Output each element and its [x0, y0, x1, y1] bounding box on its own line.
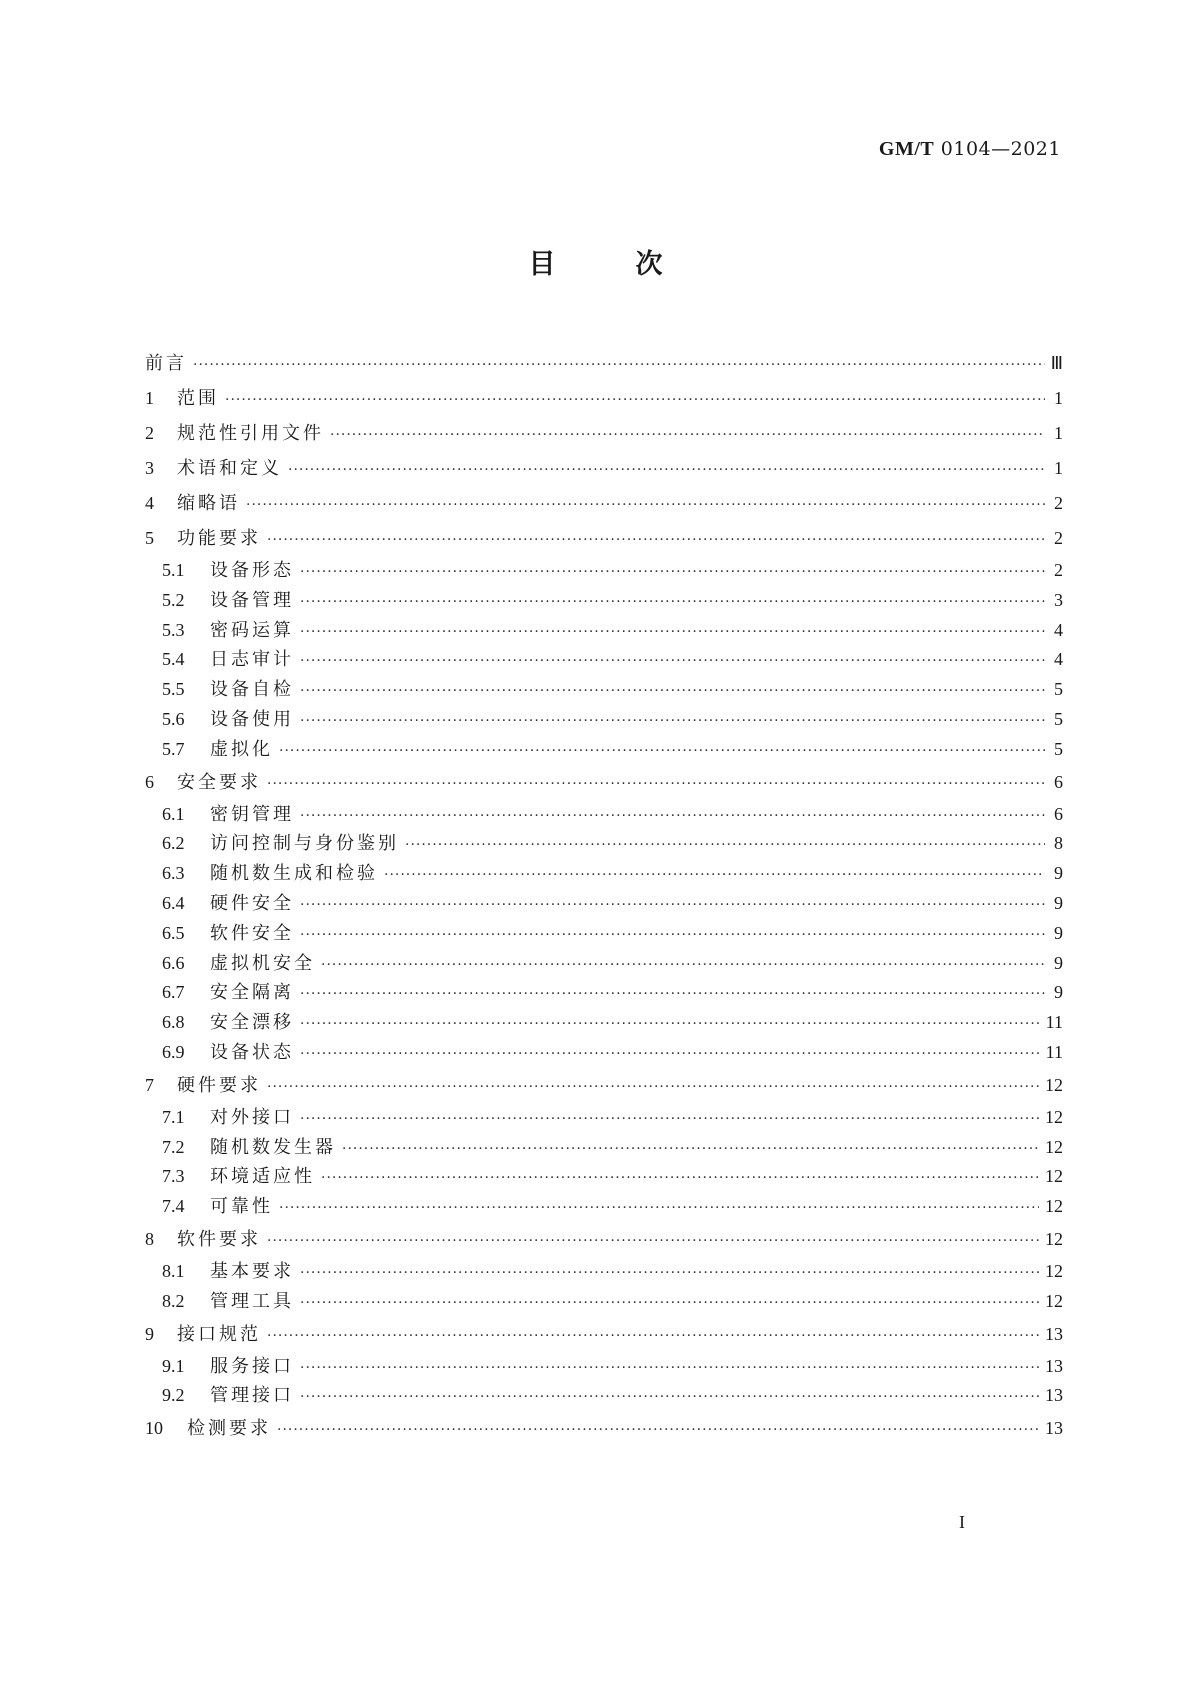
toc-entry-page: 1: [1054, 458, 1063, 478]
toc-entry-number: 6.7: [162, 982, 185, 1003]
toc-entry[interactable]: [145, 1162, 1063, 1192]
toc-entry-number: 6.8: [162, 1012, 185, 1033]
toc-leader-dots: [300, 980, 1045, 1008]
toc-entry-page: 12: [1045, 1196, 1063, 1217]
toc-leader-dots: [277, 1413, 1039, 1446]
toc-leader-dots: [330, 418, 1045, 451]
toc-entry-title: 检测要求: [187, 1418, 271, 1440]
toc-entry-page: 4: [1054, 649, 1063, 670]
toc-entry-page: 6: [1054, 803, 1063, 824]
toc-leader-dots: [279, 737, 1045, 765]
toc-entry-title: 缩略语: [177, 493, 240, 514]
toc-entry-title: 日志审计: [210, 649, 294, 671]
toc-leader-dots: [300, 891, 1045, 919]
toc-entry-page: 8: [1054, 833, 1063, 854]
toc-entry-number: 5: [145, 528, 154, 548]
toc-entry-page: 4: [1054, 619, 1063, 640]
toc-entry[interactable]: [145, 1068, 1063, 1103]
toc-entry-title: 设备使用: [210, 708, 294, 730]
toc-entry[interactable]: [145, 949, 1063, 979]
toc-entry-page: 13: [1045, 1385, 1063, 1406]
toc-entry-number: 5.5: [162, 679, 185, 700]
toc-leader-dots: [321, 1164, 1039, 1192]
toc-entry[interactable]: [145, 1008, 1063, 1038]
toc-leader-dots: [300, 1289, 1039, 1317]
toc-entry[interactable]: [145, 416, 1063, 451]
toc-leader-dots: [267, 1224, 1039, 1257]
toc-entry-page: 1: [1054, 388, 1063, 408]
toc-entry[interactable]: [145, 978, 1063, 1008]
toc-entry[interactable]: [145, 556, 1063, 586]
toc-entry-page: 9: [1054, 892, 1063, 913]
toc-entry-number: 8.2: [162, 1290, 185, 1311]
toc-entry[interactable]: [145, 919, 1063, 949]
toc-entry-number: 9.1: [162, 1355, 185, 1376]
toc-entry-title: 对外接口: [210, 1106, 294, 1128]
toc-entry-number: 7.1: [162, 1106, 185, 1127]
toc-entry-number: 10: [145, 1418, 163, 1439]
toc-entry[interactable]: [145, 1287, 1063, 1317]
toc-entry-number: 2: [145, 423, 154, 443]
title-char-2: 次: [635, 249, 663, 280]
toc-entry-number: 9: [145, 1323, 154, 1344]
toc-entry[interactable]: [145, 1038, 1063, 1068]
toc-leader-dots: [267, 523, 1045, 556]
toc-entry-page: 12: [1045, 1106, 1063, 1127]
toc-entry-title: 安全隔离: [210, 982, 294, 1004]
toc-entry[interactable]: [145, 451, 1063, 486]
toc-entry-page: 11: [1045, 1012, 1063, 1033]
toc-entry-page: 1: [1054, 423, 1063, 443]
toc-entry[interactable]: [145, 859, 1063, 889]
toc-entry-title: 访问控制与身份鉴别: [210, 833, 399, 855]
toc-entry[interactable]: [145, 486, 1063, 521]
toc-leader-dots: [300, 588, 1045, 616]
standard-prefix: GM/T: [878, 138, 935, 160]
toc-entry-title: 密码运算: [210, 619, 294, 641]
page-number: I: [959, 1512, 965, 1532]
toc-entry-number: 6.4: [162, 892, 185, 913]
toc-entry-title: 接口规范: [177, 1323, 261, 1345]
toc-entry-page: 9: [1054, 863, 1063, 884]
toc-entry[interactable]: [145, 1257, 1063, 1287]
toc-entry-number: 6.2: [162, 833, 185, 854]
toc-leader-dots: [193, 348, 1045, 381]
toc-entry[interactable]: [145, 735, 1063, 765]
toc-entry[interactable]: [145, 889, 1063, 919]
toc-leader-dots: [225, 383, 1045, 416]
toc-entry-title: 设备管理: [210, 589, 294, 611]
title-char-1: 目: [528, 249, 556, 280]
toc-entry-number: 8.1: [162, 1260, 185, 1281]
toc-entry-number: 5.4: [162, 649, 185, 670]
toc-entry-title: 设备自检: [210, 679, 294, 701]
toc-leader-dots: [300, 618, 1045, 646]
toc-entry-title: 安全漂移: [210, 1012, 294, 1034]
toc-entry-number: 5.2: [162, 589, 185, 610]
toc-leader-dots: [300, 921, 1045, 949]
toc-entry[interactable]: [145, 616, 1063, 646]
toc-entry-title: 范围: [177, 388, 219, 409]
table-of-contents: [145, 346, 1063, 1446]
toc-leader-dots: [300, 1383, 1039, 1411]
toc-leader-dots: [288, 453, 1045, 486]
toc-entry-number: 7.4: [162, 1196, 185, 1217]
page-title: [0, 242, 1191, 281]
toc-entry-page: 12: [1045, 1290, 1063, 1311]
toc-entry[interactable]: [145, 765, 1063, 800]
toc-entry-number: 5.6: [162, 708, 185, 729]
toc-entry-number: 1: [145, 388, 154, 408]
toc-entry-page: 9: [1054, 952, 1063, 973]
toc-entry[interactable]: [145, 705, 1063, 735]
toc-entry-title: 软件安全: [210, 922, 294, 944]
toc-entry-page: 12: [1045, 1260, 1063, 1281]
toc-entry-number: 6.5: [162, 922, 185, 943]
toc-entry-page: 9: [1054, 922, 1063, 943]
toc-entry-page: 5: [1054, 708, 1063, 729]
toc-entry[interactable]: [145, 1192, 1063, 1222]
toc-entry-page: 5: [1054, 738, 1063, 759]
toc-entry-page: 9: [1054, 982, 1063, 1003]
toc-leader-dots: [405, 831, 1045, 859]
toc-leader-dots: [321, 951, 1045, 979]
toc-entry-page: 2: [1054, 528, 1063, 548]
toc-leader-dots: [300, 1354, 1039, 1382]
toc-entry-title: 硬件要求: [177, 1074, 261, 1096]
toc-entry[interactable]: [145, 381, 1063, 416]
toc-entry[interactable]: [145, 1222, 1063, 1257]
toc-entry-number: 7.3: [162, 1166, 185, 1187]
toc-entry-title: 软件要求: [177, 1228, 261, 1250]
toc-entry-page: 12: [1045, 1166, 1063, 1187]
toc-entry[interactable]: [145, 800, 1063, 830]
toc-entry[interactable]: [145, 1133, 1063, 1163]
toc-entry-page: 2: [1054, 560, 1063, 580]
toc-entry[interactable]: [145, 1317, 1063, 1352]
toc-leader-dots: [342, 1135, 1039, 1163]
toc-leader-dots: [300, 802, 1045, 830]
toc-entry-title: 虚拟化: [210, 738, 273, 760]
toc-leader-dots: [300, 1010, 1040, 1038]
toc-leader-dots: [246, 488, 1045, 521]
toc-entry-number: 5.7: [162, 738, 185, 759]
toc-entry[interactable]: [145, 675, 1063, 705]
toc-entry-title: 管理接口: [210, 1385, 294, 1407]
toc-entry-title: 环境适应性: [210, 1166, 315, 1188]
toc-leader-dots: [267, 1319, 1039, 1352]
toc-leader-dots: [300, 1259, 1039, 1287]
toc-entry-page: 5: [1054, 679, 1063, 700]
toc-entry-number: 8: [145, 1228, 154, 1249]
toc-entry[interactable]: [145, 1411, 1063, 1446]
toc-entry-number: 7: [145, 1074, 154, 1095]
toc-entry-title: 规范性引用文件: [177, 423, 324, 444]
toc-entry[interactable]: [145, 829, 1063, 859]
toc-entry-page: 13: [1045, 1355, 1063, 1376]
toc-entry-number: 7.2: [162, 1136, 185, 1157]
toc-entry-title: 随机数生成和检验: [210, 863, 378, 885]
toc-leader-dots: [300, 647, 1045, 675]
toc-entry[interactable]: [145, 1381, 1063, 1411]
toc-entry-title: 设备状态: [210, 1041, 294, 1063]
toc-entry-number: 6.9: [162, 1041, 185, 1062]
toc-entry[interactable]: [145, 645, 1063, 675]
toc-entry-page: 13: [1045, 1323, 1063, 1344]
toc-entry-page: 12: [1045, 1074, 1063, 1095]
toc-entry-number: 6.1: [162, 803, 185, 824]
toc-entry[interactable]: [145, 586, 1063, 616]
standard-code: 0104—2021: [940, 138, 1061, 160]
toc-entry[interactable]: [145, 1352, 1063, 1382]
toc-entry-number: 6.6: [162, 952, 185, 973]
toc-entry-title: 功能要求: [177, 528, 261, 549]
toc-leader-dots: [279, 1194, 1039, 1222]
toc-entry-number: 5.1: [162, 560, 185, 580]
toc-entry[interactable]: [145, 1103, 1063, 1133]
toc-entry-page: 2: [1054, 493, 1063, 513]
toc-entry-title: 基本要求: [210, 1260, 294, 1282]
toc-entry-number: 6: [145, 771, 154, 792]
toc-entry-title: 密钥管理: [210, 803, 294, 825]
toc-entry-number: 3: [145, 458, 154, 478]
toc-leader-dots: [384, 861, 1045, 889]
toc-entry-page: 13: [1045, 1418, 1063, 1439]
toc-entry-title: 硬件安全: [210, 892, 294, 914]
toc-entry-number: 9.2: [162, 1385, 185, 1406]
toc-entry-title: 前言: [145, 353, 187, 374]
toc-entry-title: 服务接口: [210, 1355, 294, 1377]
toc-leader-dots: [267, 1070, 1039, 1103]
toc-entry-number: 5.3: [162, 619, 185, 640]
standard-number: [879, 138, 1061, 161]
toc-entry[interactable]: [145, 521, 1063, 556]
toc-entry-number: 4: [145, 493, 154, 513]
toc-leader-dots: [300, 1040, 1040, 1068]
toc-leader-dots: [300, 1105, 1039, 1133]
toc-entry-page: 12: [1045, 1136, 1063, 1157]
toc-entry-title: 管理工具: [210, 1290, 294, 1312]
toc-entry[interactable]: [145, 346, 1063, 381]
toc-entry-page: 11: [1045, 1041, 1063, 1062]
toc-entry-page: 3: [1054, 589, 1063, 610]
toc-entry-page: 12: [1045, 1228, 1063, 1249]
toc-leader-dots: [300, 558, 1045, 586]
toc-entry-title: 可靠性: [210, 1196, 273, 1218]
toc-entry-title: 安全要求: [177, 771, 261, 793]
toc-entry-title: 随机数发生器: [210, 1136, 336, 1158]
toc-leader-dots: [300, 707, 1045, 735]
toc-entry-page: 6: [1054, 771, 1063, 792]
toc-entry-page: Ⅲ: [1050, 353, 1063, 373]
toc-entry-title: 设备形态: [210, 560, 294, 581]
toc-leader-dots: [300, 677, 1045, 705]
toc-entry-number: 6.3: [162, 863, 185, 884]
toc-entry-title: 虚拟机安全: [210, 952, 315, 974]
toc-entry-title: 术语和定义: [177, 458, 282, 479]
toc-leader-dots: [267, 767, 1045, 800]
